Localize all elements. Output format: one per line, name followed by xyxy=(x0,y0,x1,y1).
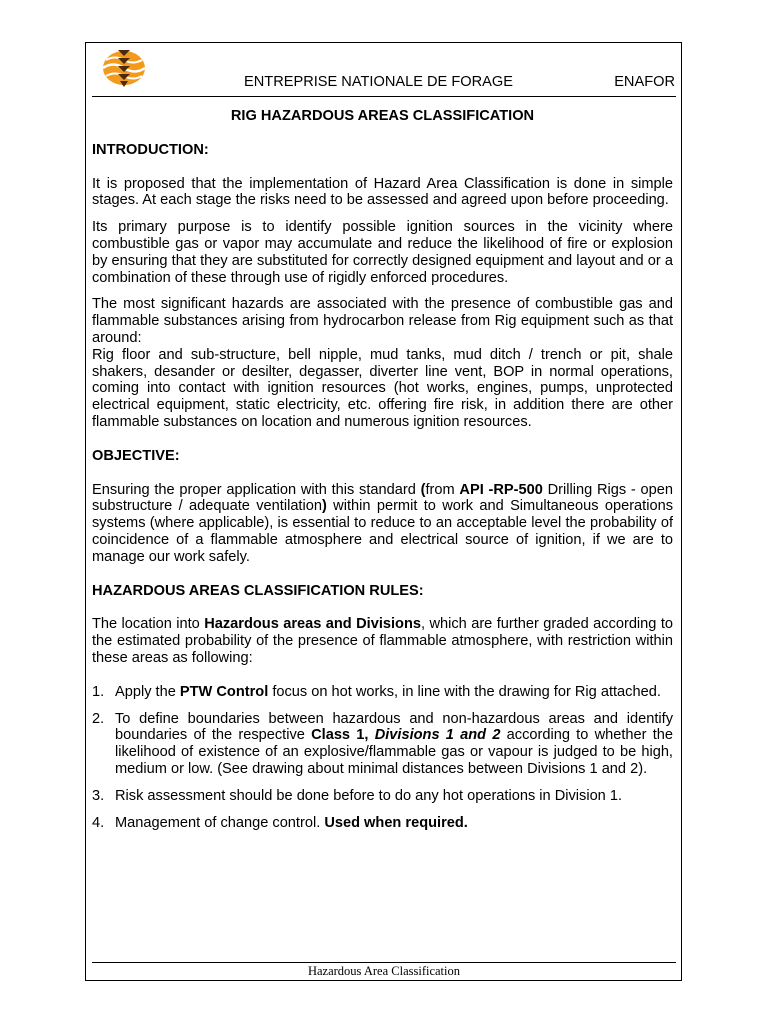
introduction-paragraph-3 xyxy=(92,296,673,430)
page-footer: Hazardous Area Classification xyxy=(307,964,461,978)
header-divider xyxy=(92,96,676,97)
objective-text-2: from xyxy=(425,481,460,498)
rules-intro-emphasis: Hazardous areas and Divisions xyxy=(204,616,422,633)
rule-text: Apply the xyxy=(115,683,180,700)
objective-text-1: Ensuring the proper application with this standard xyxy=(92,481,421,498)
rule-text: focus on hot works, in line with the drawing for Rig attached. xyxy=(268,683,661,700)
rules-list-item xyxy=(92,815,673,832)
introduction-paragraph-2: Its primary purpose is to identify possible ignition sources in the vicinity where combustible gas or vapor may accumulate and reduce the likelihood of fire or explosion by ensuring that they are substituted for correctly designed equipment and layout and or a combination of these through use of rigidly enforced procedures. xyxy=(92,219,673,286)
objective-text-4: within permit to work and Simultaneous operations systems (where applicable), is essential to reduce to an acceptable level the probability of coincidence of a flammable atmosphere and electrical source of ignition, if we are to manage our work safely. xyxy=(92,498,673,565)
rules-list-item xyxy=(92,684,673,701)
enafor-drill-logo-icon xyxy=(101,48,147,88)
hazards-list-text: Rig floor and sub-structure, bell nipple, mud tanks, mud ditch / trench or pit, shale shakers, desander or desilter, degasser, diverter line vent, BOP in normal operations, coming into contact with ignition resources (hot works, engines, pumps, unprotected electrical equipment, static electricity, etc. offering fire risk, in addition there are other flammable substances on location and numerous ignition resources. xyxy=(92,346,673,430)
rules-list-item xyxy=(92,711,673,778)
document-body xyxy=(92,108,673,841)
rule-emphasis: Class 1, xyxy=(311,727,375,744)
rules-list xyxy=(92,684,673,832)
rules-intro-paragraph xyxy=(92,616,673,666)
header-company-name: ENTREPRISE NATIONALE DE FORAGE xyxy=(244,74,513,90)
rule-emphasis: PTW Control xyxy=(179,683,269,700)
rules-intro-text-1: The location into xyxy=(92,616,205,633)
list-number: 4. xyxy=(92,814,105,831)
rules-list-item xyxy=(92,788,673,805)
objective-text-3: Drilling Rigs - open substructure / adequate ventilation xyxy=(92,481,674,515)
footer-divider xyxy=(92,962,676,963)
rule-emphasis: Used when required. xyxy=(324,814,468,831)
rule-text: according to whether the likelihood of existence of an explosive/flammable gas or vapour is judged to be high, medium or low. (See drawing about minimal distances between Divisions 1 and 2). xyxy=(115,727,674,777)
list-number: 2. xyxy=(92,710,105,727)
rule-text: To define boundaries between hazardous and non-hazardous areas and identify boundaries of the respective xyxy=(115,710,673,744)
api-standard-ref: API -RP-500 xyxy=(459,481,543,498)
objective-heading: OBJECTIVE: xyxy=(92,447,180,464)
introduction-paragraph-1: It is proposed that the implementation of Hazard Area Classification is done in simple stages. At each stage the risks need to be assessed and agreed upon before proceeding. xyxy=(92,175,673,209)
document-title: RIG HAZARDOUS AREAS CLASSIFICATION xyxy=(230,108,535,124)
hazards-intro-text: The most significant hazards are associated with the presence of combustible gas and flammable substances arising from hydrocarbon release from Rig equipment such as that around: xyxy=(92,296,673,346)
objective-paragraph xyxy=(92,482,673,566)
list-number: 3. xyxy=(92,787,105,804)
rules-intro-text-2: , which are further graded according to the estimated probability of the presence of flammable atmosphere, with restriction within these areas as following: xyxy=(92,616,673,666)
rule-emphasis-italic: Divisions 1 and 2 xyxy=(374,727,501,744)
rules-heading: HAZARDOUS AREAS CLASSIFICATION RULES: xyxy=(92,582,424,599)
list-number: 1. xyxy=(92,683,105,700)
introduction-heading: INTRODUCTION: xyxy=(92,141,209,158)
rule-text: Risk assessment should be done before to do any hot operations in Division 1. xyxy=(115,787,623,804)
header-company-abbr: ENAFOR xyxy=(614,74,675,90)
rule-text: Management of change control. xyxy=(115,814,325,831)
objective-paren-close: ) xyxy=(321,498,327,515)
objective-paren-open: ( xyxy=(420,481,426,498)
